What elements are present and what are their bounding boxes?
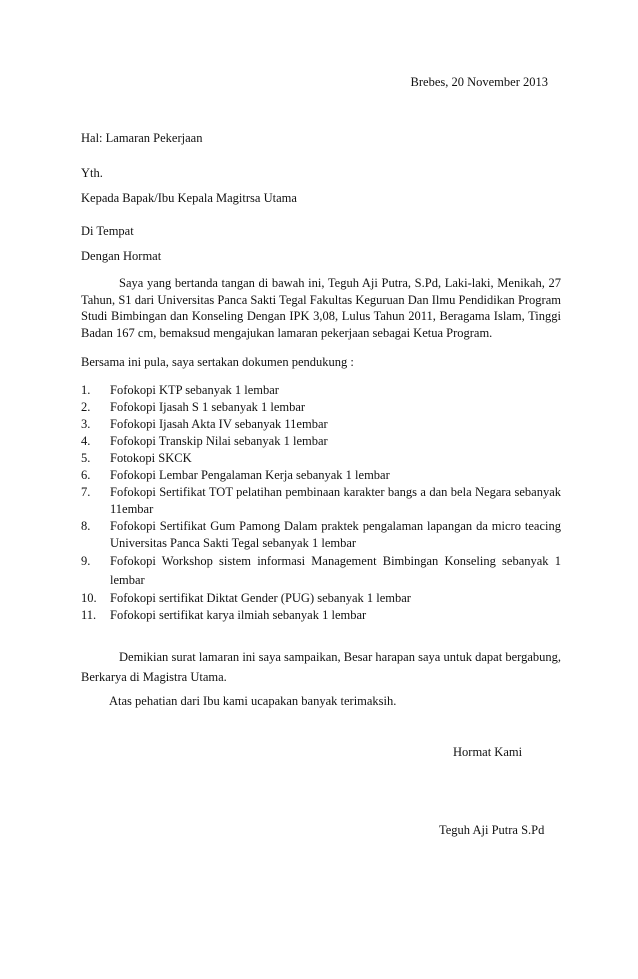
list-item-text: Fofokopi Workshop sistem informasi Management Bimbingan Konseling sebanyak 1 lembar bbox=[110, 554, 561, 587]
documents-list bbox=[81, 382, 561, 624]
list-item-number: 5. bbox=[81, 451, 91, 465]
closing-paragraph: Demikian surat lamaran ini saya sampaikan, Besar harapan saya untuk dapat bergabung, Berkarya di Magistra Utama. bbox=[81, 650, 561, 684]
letter-subject: Hal: Lamaran Pekerjaan bbox=[81, 131, 203, 145]
list-item-number: 10. bbox=[81, 591, 97, 605]
list-item-number: 3. bbox=[81, 417, 91, 431]
list-item-text: Fofokopi Ijasah S 1 sebanyak 1 lembar bbox=[110, 400, 306, 414]
list-item bbox=[81, 607, 561, 624]
list-item-text: Fofokopi sertifikat karya ilmiah sebanyak 1 lembar bbox=[110, 608, 367, 622]
list-item-text: Fofokopi Sertifikat Gum Pamong Dalam praktek pengalaman lapangan da micro teacing Universitas Panca Sakti Tegal sebanyak 1 lembar bbox=[110, 519, 561, 550]
signature-name: Teguh Aji Putra S.Pd bbox=[439, 823, 545, 837]
list-item-text: Fofokopi sertifikat Diktat Gender (PUG) sebanyak 1 lembar bbox=[110, 591, 411, 605]
sign-off: Hormat Kami bbox=[453, 745, 523, 759]
list-item-text: Fofokopi Lembar Pengalaman Kerja sebanyak 1 lembar bbox=[110, 468, 390, 482]
intro-paragraph: Saya yang bertanda tangan di bawah ini, Teguh Aji Putra, S.Pd, Laki-laki, Menikah, 27 Tahun, S1 dari Universitas Panca Sakti Tegal Fakultas Keguruan Dan Ilmu Pendidikan Program Studi Bimbingan dan Konseling Dengan IPK 3,08, Lulus Tahun 2011, Beragama Islam, Tinggi Badan 167 cm, bemaksud mengajukan lamaran pekerjaan sebagai Ketua Program. bbox=[81, 276, 561, 340]
list-item bbox=[81, 450, 561, 467]
list-item-number: 9. bbox=[81, 554, 91, 568]
list-item bbox=[81, 382, 561, 399]
list-item bbox=[81, 590, 561, 607]
list-item-number: 7. bbox=[81, 485, 91, 499]
list-item-number: 6. bbox=[81, 468, 91, 482]
list-item-text: Fofokopi Ijasah Akta IV sebanyak 11embar bbox=[110, 417, 328, 431]
list-item bbox=[81, 484, 561, 518]
list-item-text: Fofokopi Sertifikat TOT pelatihan pembinaan karakter bangs a dan bela Negara sebanyak 11embar bbox=[110, 485, 561, 516]
list-item bbox=[81, 552, 561, 590]
letter-date: Brebes, 20 November 2013 bbox=[410, 75, 548, 89]
list-item-number: 11. bbox=[81, 608, 97, 622]
list-item bbox=[81, 399, 561, 416]
list-item-text: Fofokopi KTP sebanyak 1 lembar bbox=[110, 383, 279, 397]
thanks-line: Atas pehatian dari Ibu kami ucapakan banyak terimaksih. bbox=[109, 694, 397, 708]
list-item-number: 4. bbox=[81, 434, 91, 448]
letter-greeting: Dengan Hormat bbox=[81, 249, 162, 263]
letter-recipient: Kepada Bapak/Ibu Kepala Magitrsa Utama bbox=[81, 191, 297, 205]
list-item-number: 1. bbox=[81, 383, 91, 397]
list-item-number: 8. bbox=[81, 519, 91, 533]
list-item bbox=[81, 433, 561, 450]
list-item bbox=[81, 518, 561, 552]
list-item-number: 2. bbox=[81, 400, 91, 414]
list-item bbox=[81, 467, 561, 484]
letter-place: Di Tempat bbox=[81, 224, 134, 238]
documents-intro: Bersama ini pula, saya sertakan dokumen pendukung : bbox=[81, 355, 354, 369]
list-item-text: Fofokopi Transkip Nilai sebanyak 1 lembar bbox=[110, 434, 328, 448]
letter-yth: Yth. bbox=[81, 166, 103, 180]
list-item-text: Fotokopi SKCK bbox=[110, 451, 192, 465]
list-item bbox=[81, 416, 561, 433]
